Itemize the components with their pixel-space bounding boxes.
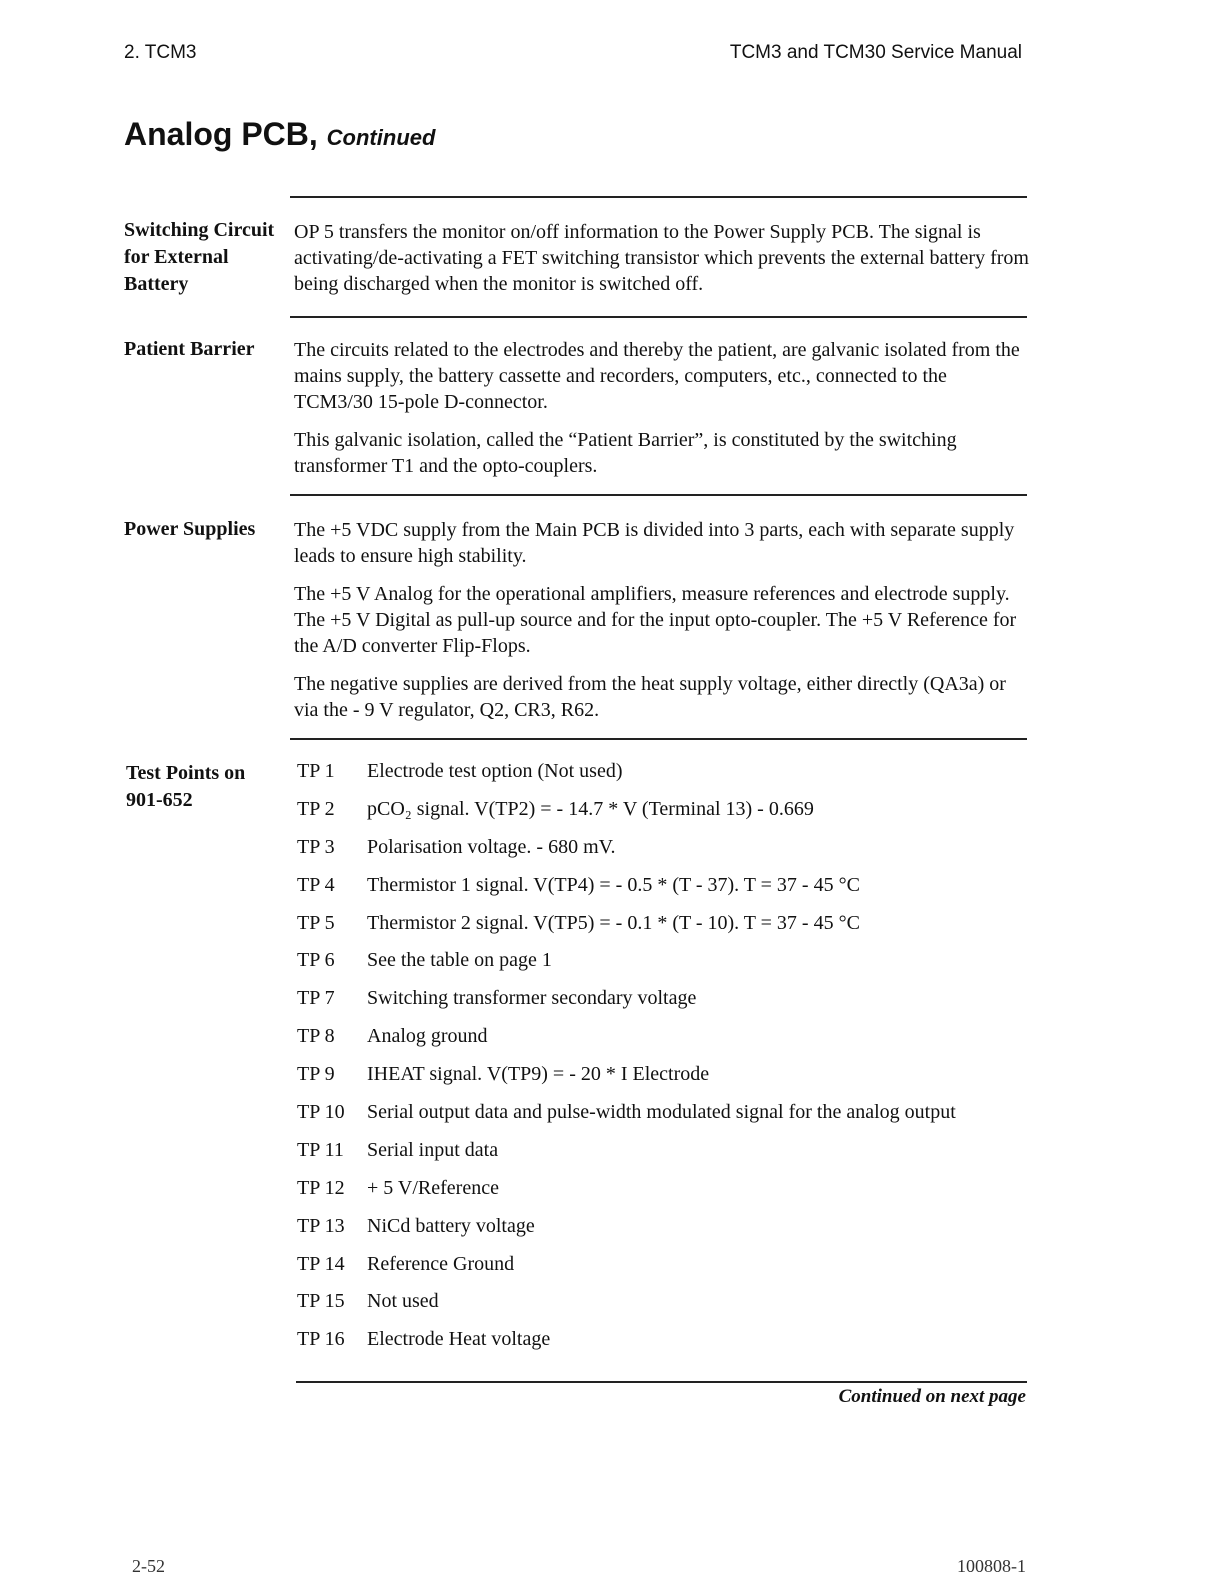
test-point-id: TP 8 <box>297 1025 335 1048</box>
section-divider <box>296 1381 1027 1383</box>
document-number: 100808-1 <box>957 1556 1026 1576</box>
patient-barrier-paragraph-2: This galvanic isolation, called the “Patient Barrier”, is constituted by the switching transformer T1 and the opto-couplers. <box>294 429 957 477</box>
power-supplies-section-body <box>294 517 1029 735</box>
test-point-description: IHEAT signal. V(TP9) = - 20 * I Electrode <box>367 1063 710 1086</box>
test-point-row <box>297 1139 1027 1177</box>
test-point-description: Serial output data and pulse-width modulated signal for the analog output <box>367 1101 956 1124</box>
section-divider <box>290 316 1027 318</box>
test-point-description: Analog ground <box>367 1025 488 1048</box>
test-point-description: Not used <box>367 1290 439 1313</box>
test-point-description: Thermistor 2 signal. V(TP5) = - 0.1 * (T - 10). T = 37 - 45 °C <box>367 911 860 934</box>
section-divider <box>290 494 1027 496</box>
test-point-row <box>297 949 1027 987</box>
test-point-id: TP 12 <box>297 1176 345 1199</box>
test-point-row <box>297 760 1027 798</box>
patient-barrier-section-body <box>294 337 1029 491</box>
test-point-id: TP 11 <box>297 1138 344 1161</box>
test-point-row <box>297 1063 1027 1101</box>
power-supplies-paragraph-1: The +5 VDC supply from the Main PCB is divided into 3 parts, each with separate supply leads to ensure high stability. <box>294 519 1015 567</box>
test-point-id: TP 1 <box>297 760 335 782</box>
test-point-description: Electrode Heat voltage <box>367 1328 551 1351</box>
patient-barrier-section-label: Patient Barrier <box>124 338 255 360</box>
test-point-id: TP 6 <box>297 949 335 972</box>
power-supplies-paragraph-2: The +5 V Analog for the operational amplifiers, measure references and electrode supply. The +5 V Digital as pull-up source and for the input opto-coupler. The +5 V Reference for the A/D converter Flip-Flops. <box>294 583 1017 657</box>
test-point-id: TP 14 <box>297 1252 345 1275</box>
power-supplies-paragraph-3: The negative supplies are derived from the heat supply voltage, either directly (QA3a) or via the - 9 V regulator, Q2, CR3, R62. <box>294 673 1006 721</box>
test-point-id: TP 2 <box>297 797 335 820</box>
test-point-id: TP 10 <box>297 1101 345 1124</box>
page-title-main: Analog PCB, <box>124 116 318 152</box>
switching-section-label: Switching Circuit for External Battery <box>124 219 275 295</box>
test-point-description: Polarisation voltage. - 680 mV. <box>367 835 616 858</box>
continued-on-next-page: Continued on next page <box>838 1386 1026 1407</box>
header-manual-title: TCM3 and TCM30 Service Manual <box>729 42 1022 63</box>
test-point-description: See the table on page 1 <box>367 949 552 972</box>
test-point-id: TP 5 <box>297 911 335 934</box>
test-point-row <box>297 912 1027 950</box>
header-section-label: 2. TCM3 <box>124 42 197 63</box>
test-point-description: NiCd battery voltage <box>367 1214 535 1237</box>
test-point-row <box>297 798 1027 836</box>
test-point-id: TP 9 <box>297 1063 335 1086</box>
test-point-id: TP 4 <box>297 873 335 896</box>
test-point-description: Reference Ground <box>367 1252 515 1275</box>
test-point-id: TP 15 <box>297 1290 345 1313</box>
test-point-description: + 5 V/Reference <box>367 1176 499 1199</box>
test-point-description: Serial input data <box>367 1138 499 1161</box>
test-point-description: pCO₂ signal. V(TP2) = - 14.7 * V (Terminal 13) - 0.669 <box>367 797 814 820</box>
switching-section-body <box>294 219 1029 309</box>
test-point-row <box>297 1177 1027 1215</box>
test-point-row <box>297 1328 1027 1366</box>
test-point-id: TP 3 <box>297 835 335 858</box>
test-points-list <box>297 760 1027 1366</box>
section-divider <box>290 196 1027 198</box>
switching-paragraph-1: OP 5 transfers the monitor on/off information to the Power Supply PCB. The signal is activating/de-activating a FET switching transistor which prevents the external battery from being discharged when the monitor is switched off. <box>294 221 1029 295</box>
page-title <box>124 116 435 153</box>
test-point-description: Electrode test option (Not used) <box>367 760 623 782</box>
test-point-row <box>297 1253 1027 1291</box>
test-point-id: TP 16 <box>297 1328 345 1351</box>
test-point-row <box>297 1290 1027 1328</box>
page-number: 2-52 <box>132 1556 165 1576</box>
section-divider <box>290 738 1027 740</box>
test-point-row <box>297 874 1027 912</box>
test-point-row <box>297 1025 1027 1063</box>
test-point-row <box>297 1101 1027 1139</box>
test-point-id: TP 7 <box>297 987 335 1010</box>
test-point-row <box>297 1215 1027 1253</box>
test-point-row <box>297 836 1027 874</box>
test-points-section-label: Test Points on 901-652 <box>126 762 246 811</box>
test-point-row <box>297 987 1027 1025</box>
test-point-description: Thermistor 1 signal. V(TP4) = - 0.5 * (T - 37). T = 37 - 45 °C <box>367 873 860 896</box>
page-title-continued: Continued <box>326 125 436 150</box>
patient-barrier-paragraph-1: The circuits related to the electrodes and thereby the patient, are galvanic isolated from the mains supply, the battery cassette and recorders, computers, etc., connected to the TCM3/30 15-pole D-connector. <box>294 339 1020 413</box>
test-point-description: Switching transformer secondary voltage <box>367 987 697 1010</box>
power-supplies-section-label: Power Supplies <box>124 518 256 540</box>
test-point-id: TP 13 <box>297 1214 345 1237</box>
